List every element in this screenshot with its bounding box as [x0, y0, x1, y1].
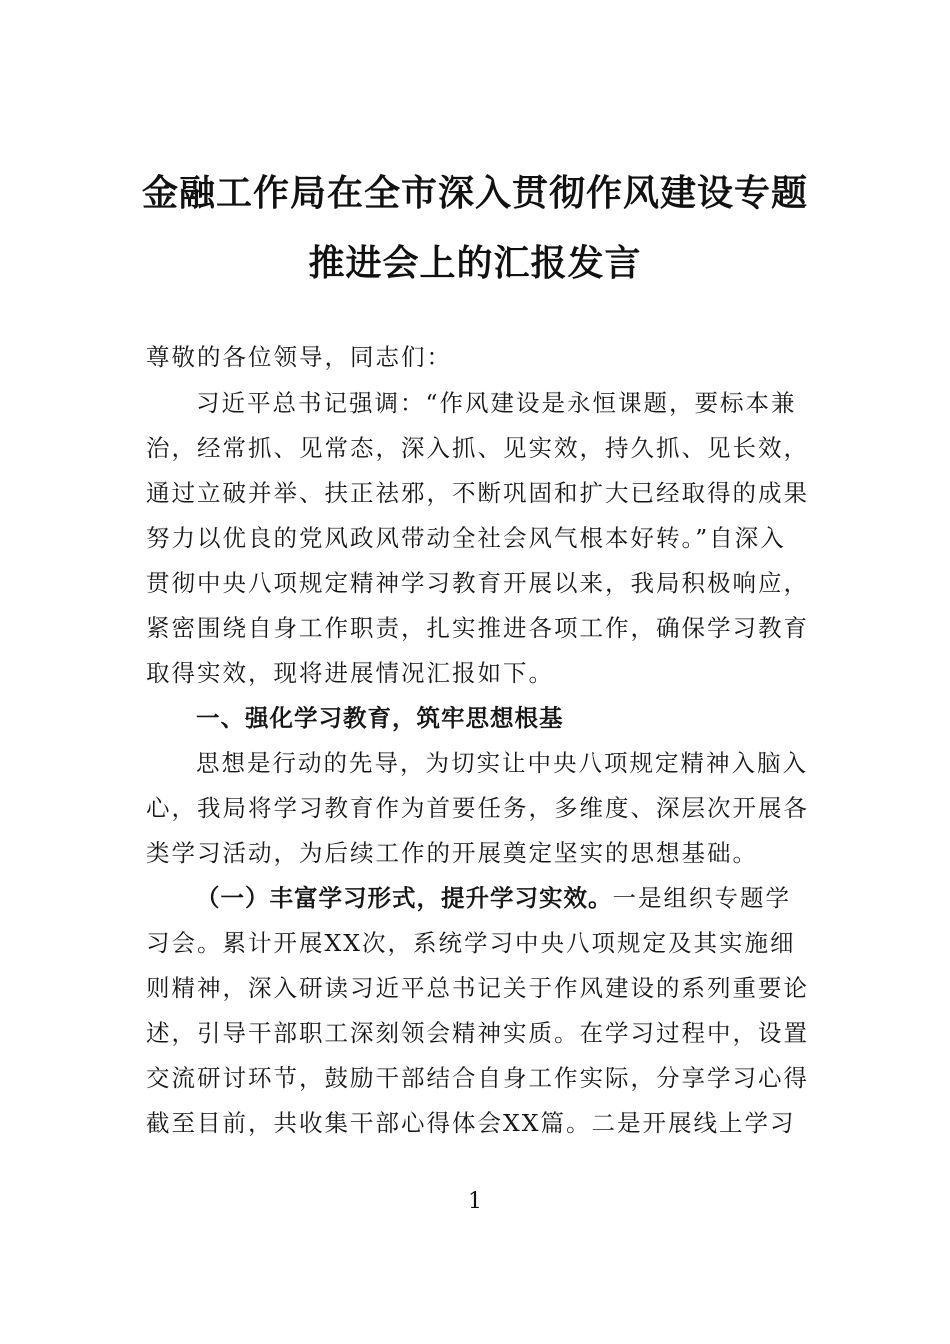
intro-line: 取得实效，现将进展情况汇报如下。 [146, 659, 554, 687]
subsection-paragraph-line: 习会。累计开展XX次，系统学习中央八项规定及其实施细 [146, 929, 796, 957]
document-title-line-1: 金融工作局在全市深入贯彻作风建设专题 [141, 172, 808, 214]
section-paragraph-line: 类学习活动，为后续工作的开展奠定坚实的思想基础。 [146, 839, 758, 867]
intro-line: 习近平总书记强调：“作风建设是永恒课题，要标本兼 [196, 389, 797, 417]
subsection-paragraph-line: 交流研讨环节，鼓励干部结合自身工作实际，分享学习心得 [146, 1064, 809, 1092]
intro-line: 贯彻中央八项规定精神学习教育开展以来，我局积极响应， [146, 569, 809, 597]
subsection-heading: （一）丰富学习形式，提升学习实效。 [196, 884, 613, 912]
section-heading: 一、强化学习教育，筑牢思想根基 [196, 704, 564, 732]
page-number: 1 [468, 1189, 482, 1214]
subsection-first-line-rest: 一是组织专题学 [612, 884, 791, 912]
intro-line: 努力以优良的党风政风带动全社会风气根本好转。”自深入 [146, 524, 786, 552]
intro-line: 治，经常抓、见常态，深入抓、见实效，持久抓、见长效， [146, 434, 809, 462]
subsection-paragraph-line: 截至目前，共收集干部心得体会XX篇。二是开展线上学习 [146, 1109, 796, 1137]
document-title-line-2: 推进会上的汇报发言 [308, 242, 642, 284]
section-paragraph-line: 思想是行动的先导，为切实让中央八项规定精神入脑入 [196, 749, 808, 777]
greeting: 尊敬的各位领导，同志们： [146, 343, 452, 371]
section-paragraph-line: 心，我局将学习教育作为首要任务，多维度、深层次开展各 [146, 794, 809, 822]
intro-line: 通过立破并举、扶正祛邪，不断巩固和扩大已经取得的成果 [146, 479, 809, 507]
subsection-paragraph-line: 述，引导干部职工深刻领会精神实质。在学习过程中，设置 [146, 1019, 809, 1047]
subsection-paragraph-line: 则精神，深入研读习近平总书记关于作风建设的系列重要论 [146, 974, 809, 1002]
intro-line: 紧密围绕自身工作职责，扎实推进各项工作，确保学习教育 [146, 614, 809, 642]
subsection-first-line [196, 883, 810, 913]
